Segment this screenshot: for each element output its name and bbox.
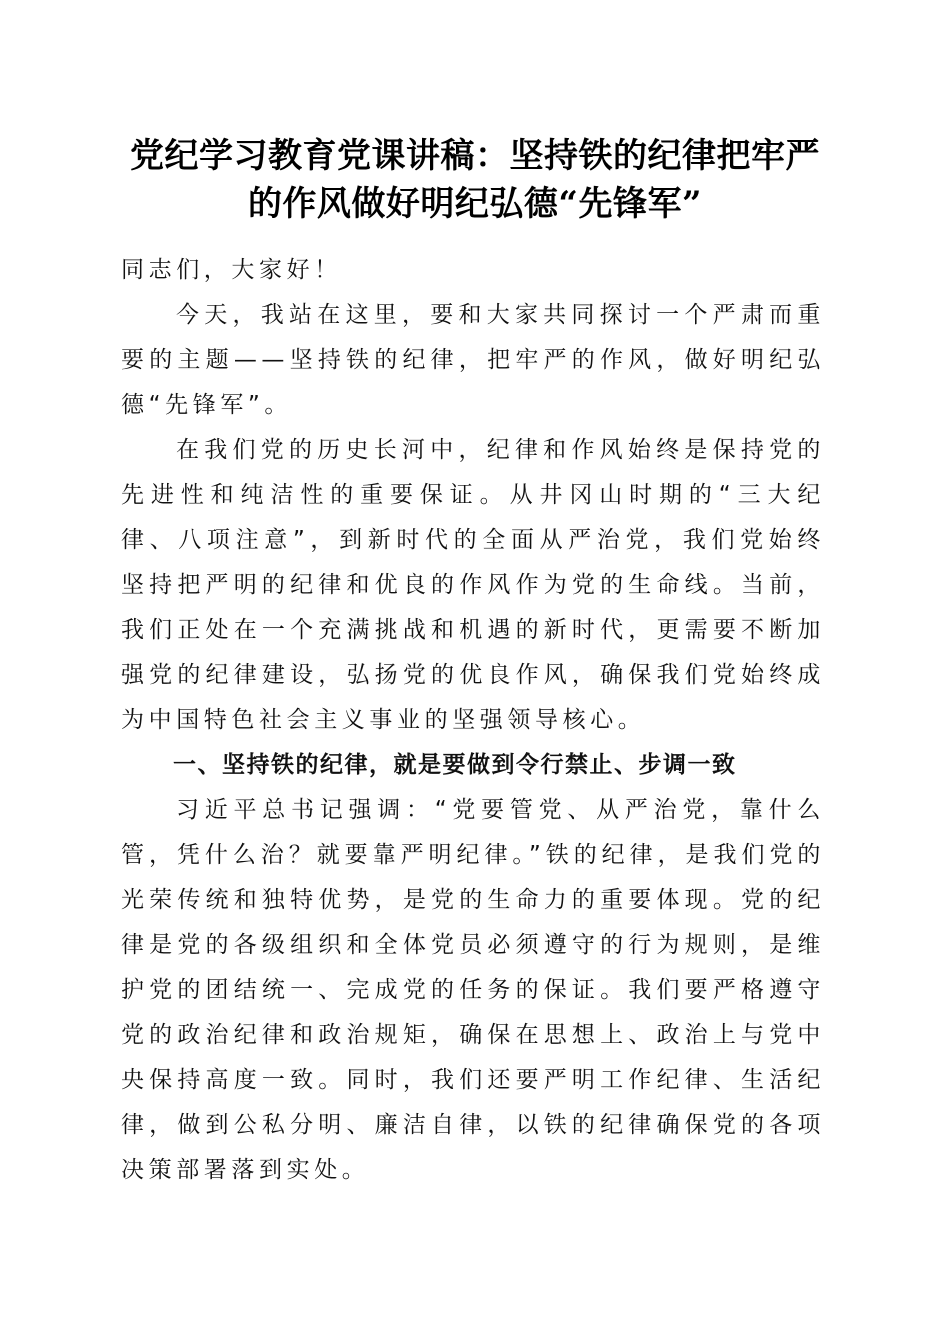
title-line-2: 的作风做好明纪弘德“先锋军” [247,184,703,224]
document-title [100,132,850,228]
document-body [121,248,825,1193]
intro-paragraph: 今天，我站在这里，要和大家共同探讨一个严肃而重要的主题——坚持铁的纪律，把牢严的作风，做好明纪弘德“先锋军”。 [121,302,825,418]
section-paragraph: 习近平总书记强调：“党要管党、从严治党，靠什么管，凭什么治？就要靠严明纪律。”铁的纪律，是我们党的光荣传统和独特优势，是党的生命力的重要体现。党的纪律是党的各级组织和全体党员必须遵守的行为规则，是维护党的团结统一、完成党的任务的保证。我们要严格遵守党的政治纪律和政治规矩，确保在思想上、政治上与党中央保持高度一致。同时，我们还要严明工作纪律、生活纪律，做到公私分明、廉洁自律，以铁的纪律确保党的各项决策部署落到实处。 [121,797,825,1183]
history-paragraph: 在我们党的历史长河中，纪律和作风始终是保持党的先进性和纯洁性的重要保证。从井冈山时期的“三大纪律、八项注意”，到新时代的全面从严治党，我们党始终坚持把严明的纪律和优良的作风作为党的生命线。当前，我们正处在一个充满挑战和机遇的新时代，更需要不断加强党的纪律建设，弘扬党的优良作风，确保我们党始终成为中国特色社会主义事业的坚强领导核心。 [121,437,825,733]
section-heading: 一、坚持铁的纪律，就是要做到令行禁止、步调一致 [173,752,737,778]
title-line-1: 党纪学习教育党课讲稿：坚持铁的纪律把牢严 [130,136,820,176]
greeting: 同志们，大家好！ [121,257,342,283]
